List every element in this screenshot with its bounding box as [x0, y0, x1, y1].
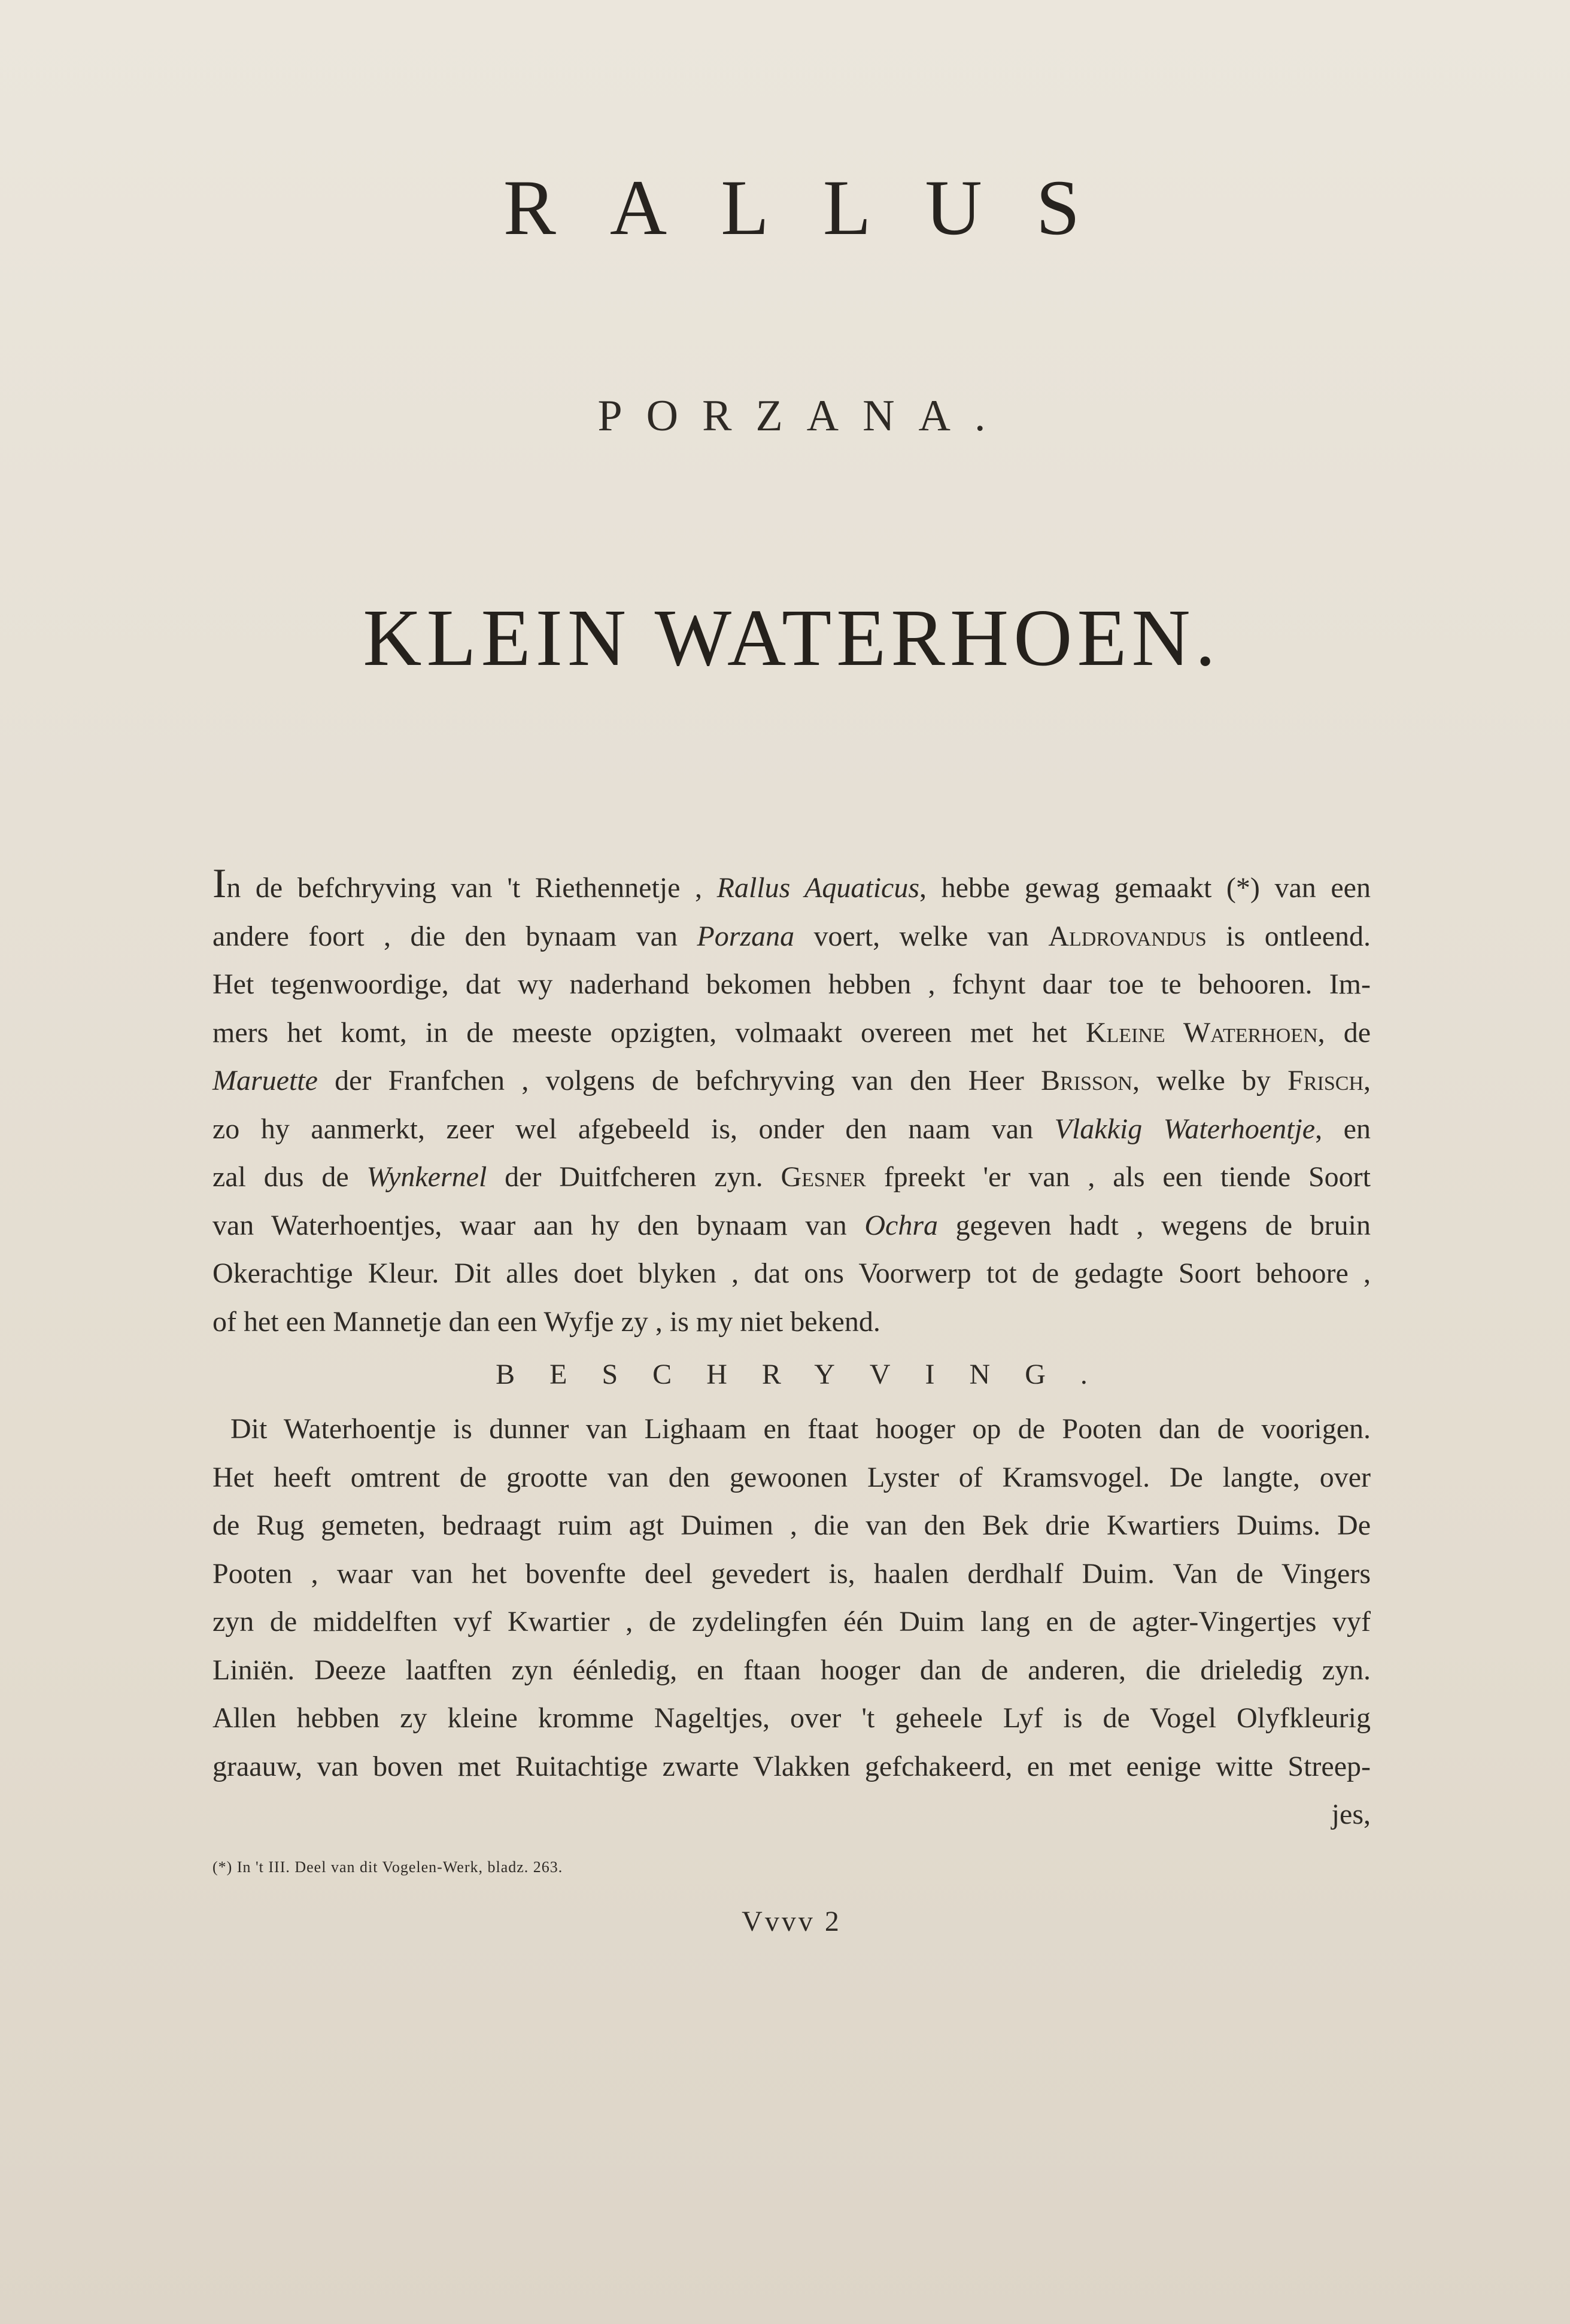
- intro-line: zal dus de Wynkernel der Duitfcheren zyn. Gesner fpreekt 'er van , als een tiende Soort: [212, 1161, 1371, 1193]
- intro-line: In de befchryving van 't Riethennetje , Rallus Aquaticus, hebbe gewag gemaakt (*) van een: [212, 861, 1371, 907]
- intro-line: andere foort , die den bynaam van Porzana voert, welke van Aldrovandus is ontleend.: [212, 920, 1371, 952]
- description-paragraph: [212, 1405, 1371, 1839]
- description-line: zyn de middelften vyf Kwartier , de zydelingfen één Duim lang en de agter-Vingertjes vyf: [212, 1606, 1371, 1638]
- title-common-name: KLEIN WATERHOEN.: [363, 593, 1220, 683]
- intro-paragraph: [212, 861, 1371, 1346]
- description-line: de Rug gemeten, bedraagt ruim agt Duimen , die van den Bek drie Kwartiers Duims. De: [212, 1509, 1371, 1541]
- description-line: Dit Waterhoentje is dunner van Lighaam en ftaat hooger op de Pooten dan de voorigen.: [230, 1413, 1371, 1445]
- drop-cap: I: [212, 861, 227, 907]
- intro-line: mers het komt, in de meeste opzigten, volmaakt overeen met het Kleine Waterhoen, de: [212, 1016, 1371, 1049]
- intro-line: van Waterhoentjes, waar aan hy den bynaam van Ochra gegeven hadt , wegens de bruin: [212, 1209, 1371, 1241]
- description-line: Het heeft omtrent de grootte van den gewoonen Lyster of Kramsvogel. De langte, over: [212, 1461, 1371, 1493]
- footnote: (*) In 't III. Deel van dit Vogelen-Werk, bladz. 263.: [212, 1858, 563, 1876]
- section-heading: BESCHRYVING.: [496, 1359, 1122, 1390]
- description-line: graauw, van boven met Ruitachtige zwarte Vlakken gefchakeerd, en met eenige witte Streep-: [212, 1750, 1371, 1782]
- intro-line: of het een Mannetje dan een Wyfje zy , is my niet bekend.: [212, 1305, 880, 1338]
- title-species: PORZANA.: [597, 391, 1010, 441]
- intro-line: zo hy aanmerkt, zeer wel afgebeeld is, onder den naam van Vlakkig Waterhoentje, en: [212, 1113, 1371, 1145]
- intro-line: Maruette der Franfchen , volgens de befchryving van den Heer Brisson, welke by Frisch,: [212, 1065, 1371, 1096]
- description-line: Pooten , waar van het bovenfte deel gevedert is, haalen derdhalf Duim. Van de Vingers: [212, 1557, 1371, 1590]
- intro-line: Het tegenwoordige, dat wy naderhand bekomen hebben , fchynt daar toe te behooren. Im-: [212, 968, 1371, 1000]
- title-genus: RALLUS: [503, 163, 1134, 251]
- description-line: Liniën. Deeze laatften zyn éénledig, en ftaan hooger dan de anderen, die drieledig zyn.: [212, 1654, 1371, 1686]
- signature-mark: Vvvv 2: [742, 1905, 842, 1937]
- catchword: jes,: [1331, 1799, 1371, 1830]
- intro-line: Okerachtige Kleur. Dit alles doet blyken , dat ons Voorwerp tot de gedagte Soort behoore ,: [212, 1257, 1371, 1289]
- page-content: [212, 162, 1371, 1938]
- description-line: Allen hebben zy kleine kromme Nageltjes, over 't geheele Lyf is de Vogel Olyfkleurig: [212, 1702, 1371, 1734]
